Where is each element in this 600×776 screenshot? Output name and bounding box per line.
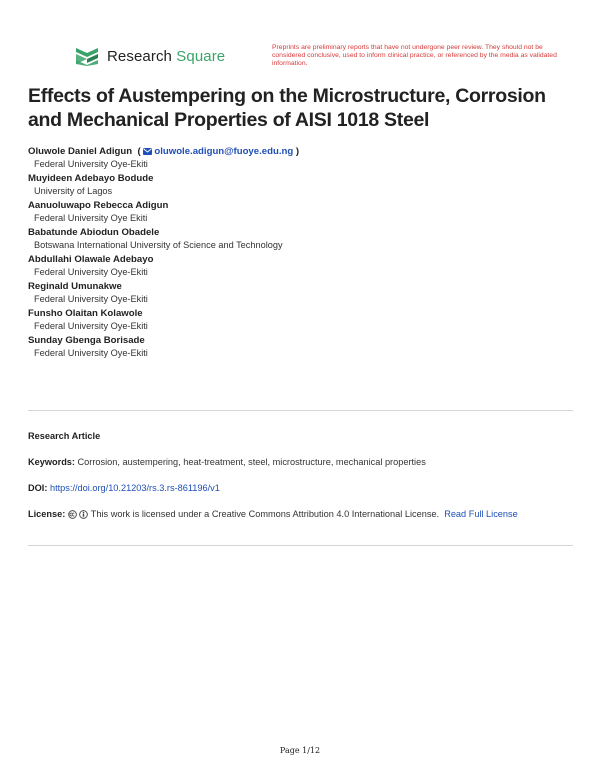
doi-link[interactable]: https://doi.org/10.21203/rs.3.rs-861196/v1 — [49, 483, 220, 493]
author-affiliation: Federal University Oye Ekiti — [34, 213, 148, 223]
keywords-text: Corrosion, austempering, heat-treatment, steel, microstructure, mechanical properties — [77, 457, 426, 467]
page-header — [0, 0, 600, 80]
creative-commons-icon — [68, 510, 77, 519]
author-name: Muyideen Adebayo Bodude — [28, 173, 154, 184]
page-number: Page 1/12 — [279, 746, 321, 755]
article-type-text: Research Article — [28, 431, 101, 441]
author-name: Abdullahi Olawale Adebayo — [28, 254, 154, 265]
author-item — [28, 146, 578, 170]
divider-top — [28, 410, 573, 411]
author-list — [28, 146, 578, 362]
author-affiliation: Federal University Oye-Ekiti — [34, 321, 148, 331]
article-type — [28, 430, 573, 443]
research-square-logo[interactable] — [74, 46, 225, 66]
license-text: This work is licensed under a Creative Commons Attribution 4.0 International License. — [90, 509, 440, 519]
keywords-label: Keywords: — [28, 457, 75, 467]
author-name: Aanuoluwapo Rebecca Adigun — [28, 200, 169, 211]
author-affiliation: Federal University Oye-Ekiti — [34, 267, 148, 277]
logo-wordmark — [107, 49, 225, 64]
author-item — [28, 281, 578, 305]
doi-label: DOI: — [28, 483, 48, 493]
divider-bottom — [28, 545, 573, 546]
corresponding-email-wrap — [135, 146, 299, 157]
preprint-notice: Preprints are preliminary reports that have not undergone peer review. They should not be considered conclusive, used to inform clinical practice, or referenced by the media as validated information. — [272, 44, 557, 67]
attribution-icon — [79, 510, 88, 519]
logo-word-research: Research — [107, 47, 172, 65]
author-item — [28, 308, 578, 332]
author-item — [28, 227, 578, 251]
logo-word-square: Square — [176, 47, 226, 65]
author-name: Funsho Olaitan Kolawole — [28, 308, 143, 319]
author-name: Reginald Umunakwe — [28, 281, 122, 292]
author-name: Sunday Gbenga Borisade — [28, 335, 145, 346]
author-item — [28, 200, 578, 224]
author-affiliation: Federal University Oye-Ekiti — [34, 348, 148, 358]
email-close-paren: ) — [295, 146, 300, 157]
author-item — [28, 173, 578, 197]
author-item — [28, 335, 578, 359]
research-square-logo-icon — [74, 46, 100, 66]
author-name: Babatunde Abiodun Obadele — [28, 227, 160, 238]
corresponding-email-link[interactable]: oluwole.adigun@fuoye.edu.ng — [154, 146, 294, 157]
license-label: License: — [28, 509, 66, 519]
author-affiliation: University of Lagos — [34, 186, 113, 196]
keywords-row — [28, 456, 573, 469]
author-affiliation: Federal University Oye-Ekiti — [34, 159, 148, 169]
author-name-text: Oluwole Daniel Adigun — [28, 146, 133, 157]
read-full-license-link[interactable]: Read Full License — [444, 509, 518, 519]
doi-row — [28, 482, 573, 495]
author-affiliation: Botswana International University of Science and Technology — [34, 240, 283, 250]
author-affiliation: Federal University Oye-Ekiti — [34, 294, 148, 304]
email-open-paren: ( — [137, 146, 141, 157]
author-name — [28, 146, 578, 158]
envelope-icon — [143, 148, 152, 155]
author-item — [28, 254, 578, 278]
paper-title: Effects of Austempering on the Microstructure, Corrosion and Mechanical Properties of AISI 1018 Steel — [28, 85, 546, 131]
license-row — [28, 508, 573, 521]
